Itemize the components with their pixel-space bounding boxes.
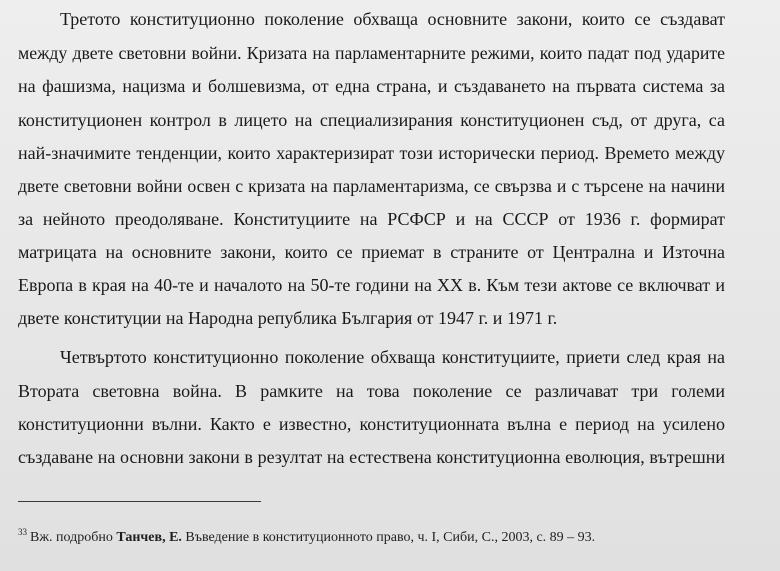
paragraph-1-line-6: двете световни войни освен с кризата на парламентаризма, се свързва и с търсене на начини — [18, 176, 725, 196]
paragraph-1-line-7: за нейното преодоляване. Конституциите на РСФСР и на СССР от 1936 г. формират — [18, 209, 725, 229]
footnote-prefix: Вж. подробно — [30, 530, 113, 545]
footnote-text: Въведение в конституционното право, ч. I, Сиби, С., 2003, с. 89 – 93. — [185, 530, 596, 545]
paragraph-1-line-2: между двете световни войни. Кризата на парламентарните режими, които падат под ударите — [18, 43, 725, 63]
paragraph-1-line-3: на фашизма, нацизма и болшевизма, от една страна, и създаването на първата система за — [18, 76, 725, 96]
paragraph-2-line-1: Четвъртото конституционно поколение обхваща конституциите, приети след края на — [60, 347, 725, 367]
paragraph-1-line-5: най-значимите тенденции, които характеризират този исторически период. Времето между — [18, 143, 725, 163]
paragraph-1-line-8: матрицата на основните закони, които се приемат в страните от Централна и Източна — [18, 242, 725, 262]
paragraph-1-line-4: конституционен контрол в лицето на специализирания конституционен съд, от друга, са — [18, 110, 725, 130]
footnote-number: 33 — [18, 527, 27, 537]
footnote-author: Танчев, Е. — [116, 530, 182, 545]
paragraph-2-line-3: конституционни вълни. Както е известно, конституционната вълна е период на усилено — [18, 414, 725, 434]
footnote — [18, 521, 595, 543]
paragraph-1-line-1: Третото конституционно поколение обхваща основните закони, които се създават — [60, 9, 725, 29]
paragraph-2-line-2: Втората световна война. В рамките на това поколение се различават три големи — [18, 381, 725, 401]
paragraph-1-line-9: Европа в края на 40-те и началото на 50-те години на XX в. Към тези актове се включват и — [18, 275, 725, 295]
footnote-separator — [18, 501, 261, 502]
paragraph-2-line-4: създаване на основни закони в резултат на естествена конституционна еволюция, вътрешни — [18, 447, 725, 467]
paragraph-1-line-10: двете конституции на Народна република България от 1947 г. и 1971 г. — [18, 308, 558, 328]
